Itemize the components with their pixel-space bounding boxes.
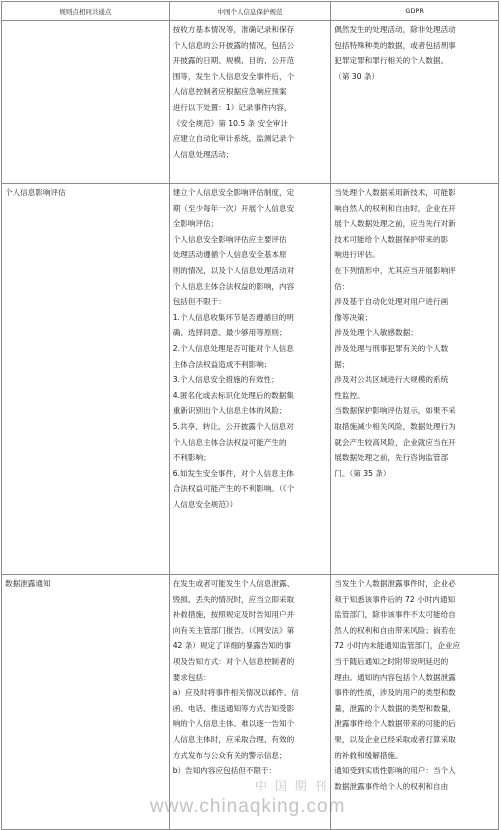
cell-text-line: 重新识别出个人信息主体的风险；	[172, 406, 287, 416]
cell-text-line: 响自然人的权利和自由时，企业在开	[334, 203, 456, 213]
cell-text-line: 围等，发生个人信息安全事件后，个	[172, 71, 295, 81]
cell-text-line: 门。（第 35 条）	[334, 468, 391, 478]
cell-text-line: 涉及处理个人敏感数据；	[334, 328, 418, 338]
cell-text-line: 据；	[334, 359, 350, 369]
cell-text-line: 应建立自动化审计系统，监测记录个	[172, 134, 295, 144]
cell-text-line: a）应及时将事件相关情况以邮件、信	[172, 688, 299, 698]
watermark: www.chinaqking.com	[150, 796, 346, 817]
cell-text-line: 理由。通知的内容包括个人数据泄露	[334, 672, 456, 682]
cell-text-line: 量，泄露的个人数据的类型和数量，	[334, 703, 456, 713]
cell-text-line: 就会产生较高风险，企业就应当在开	[334, 437, 456, 447]
china-spec-cell	[169, 21, 331, 184]
cell-text-line: 展个人数据处理之前，应当先行对新	[334, 219, 456, 229]
cell-text-line: 1.个人信息收集环节是否遵循目的明	[172, 312, 294, 322]
cell-text-line: 的补救和缓解措施。	[334, 750, 403, 760]
cell-text-line: 技术可能给个人数据保护带来的影	[334, 234, 449, 244]
watermark-cn: 中 国 期 刊	[255, 779, 329, 793]
cell-text-line: 人信息主体时，应采取合理、有效的	[172, 734, 295, 744]
cell-text-line: 个人信息主体合法权益可能产生的	[172, 437, 287, 447]
cell-text-line: 包括特殊种类的数据，或者包括刑事	[334, 40, 456, 50]
cell-text-line: 当于随后通知之时附带说明延迟的	[334, 656, 449, 666]
cell-text-line: 偶然发生的处理活动，除非处理活动	[334, 25, 456, 34]
cell-text-line: 人信息安全规范》）	[172, 499, 238, 509]
gdpr-cell	[331, 21, 499, 184]
row-impact-assessment	[2, 184, 499, 575]
cell-text-line: 响进行评估。	[334, 250, 380, 260]
cell-text-line: 进行以下处置：1）记录事件内容，	[172, 102, 292, 112]
cell-text-line: 包括但不限于：	[172, 297, 226, 307]
cell-text-line: 事件的性质，涉及的用户的类型和数	[334, 688, 456, 698]
cell-text-line: 涉及基于自动化处理对用户进行画	[334, 297, 449, 307]
cell-text-line: 展数据处理之前，先行咨询监管部	[334, 453, 449, 463]
cell-text-line: 个人信息的公开披露的情况，包括公	[172, 40, 295, 50]
cell-text-line: 42 条）规定了详细的暴露告知的事	[172, 641, 292, 651]
cell-text-line: 响的个人信息主体。难以逐一告知个	[172, 719, 295, 729]
topic-label: 个人信息影响评估	[5, 188, 66, 197]
cell-text-line: 监管部门，除非该事件不太可能给自	[334, 610, 456, 620]
cell-text-line: 期（至少每年一次）开展个人信息安	[172, 203, 295, 213]
comparison-table	[1, 1, 499, 830]
cell-text-line: 5.共享、转让、公开披露个人信息对	[172, 421, 294, 431]
cell-text-line: 处理活动遵循个人信息安全基本原	[172, 250, 287, 260]
cell-text-line: 在发生或者可能发生个人信息泄露、	[172, 579, 295, 588]
cell-text-line: （第 30 条）	[334, 71, 380, 81]
cell-text-line: 然人的权利和自由带来风险；倘若在	[334, 625, 456, 635]
header-topic: 规则点相同共通点	[2, 2, 170, 21]
cell-text-line: 通知受到实质性影响的用户：当个人	[334, 766, 456, 776]
cell-text-line: 向有关主管部门报告。（《网安法》第	[172, 625, 295, 635]
header-china-spec: 中国个人信息保护规范	[169, 2, 331, 21]
row-breach-notification	[2, 575, 499, 830]
topic-cell	[2, 575, 170, 830]
cell-text-line: 合法权益可能产生的不利影响。（《个	[172, 484, 295, 494]
cell-text-line: 要求包括：	[172, 672, 211, 682]
row-continued	[2, 21, 499, 184]
topic-label: 数据泄露通知	[5, 579, 51, 588]
cell-text-line: 主体合法权益造成不利影响；	[172, 359, 272, 369]
cell-text-line: 涉及对公共区域进行大规模的系统	[334, 375, 449, 385]
header-row	[2, 2, 499, 21]
cell-text-line: 人信息控制者应根据应急响应预案	[172, 87, 287, 97]
cell-text-line: 函、电话、推送通知等方式告知受影	[172, 703, 295, 713]
cell-text-line: 项及告知方式：对个人信息控制者的	[172, 656, 295, 666]
cell-text-line: 犯罪定罪和罪行相关的个人数据。	[334, 56, 449, 66]
cell-text-line: 开披露的日期、规模、目的、公开范	[172, 56, 295, 66]
cell-text-line: 当发生个人数据泄露事件时，企业必	[334, 579, 456, 588]
cell-text-line: 估：	[334, 281, 350, 291]
cell-text-line: 涉及处理与刑事犯罪有关的个人数	[334, 343, 449, 353]
cell-text-line: 当数据保护影响评估显示，如果不采	[334, 406, 456, 416]
cell-text-line: 方式发布与公众有关的警示信息；	[172, 750, 287, 760]
gdpr-cell	[331, 184, 499, 575]
cell-text-line: 全影响评估；	[172, 219, 219, 229]
topic-cell	[2, 184, 170, 575]
cell-text-line: 数据泄露事件给个人的权利和自由	[334, 781, 449, 791]
cell-text-line: 不利影响；	[172, 453, 211, 463]
topic-cell	[2, 21, 170, 184]
cell-text-line: 像等决策；	[334, 312, 373, 322]
cell-text-line: 人信息处理活动；	[172, 149, 234, 159]
cell-text-line: 6.如发生安全事件，对个人信息主体	[172, 468, 294, 478]
cell-text-line: 泄露事件给个人数据带来的可能的后	[334, 719, 456, 729]
gdpr-cell	[331, 575, 499, 830]
cell-text-line: 个人信息安全影响评估应主要评估	[172, 234, 287, 244]
cell-text-line: 果，以及企业已经采取或者打算采取	[334, 734, 456, 744]
cell-text-line: 2.个人信息处理是否可能对个人信息	[172, 343, 294, 353]
china-spec-cell	[169, 184, 331, 575]
cell-text-line: 按收方基本情况等，准确记录和保存	[172, 25, 295, 34]
cell-text-line: 建立个人信息安全影响评估制度，定	[172, 188, 295, 197]
cell-text-line: 《安全规范》第 10.5 条 安全审计	[172, 118, 288, 128]
cell-text-line: 性监控。	[334, 390, 365, 400]
cell-text-line: 确、选择同意、最少够用等原则；	[172, 328, 287, 338]
cell-text-line: 当处理个人数据采用新技术，可能影	[334, 188, 456, 197]
header-gdpr: GDPR	[331, 2, 499, 21]
cell-text-line: 取措施减少相关风险，数据处理行为	[334, 421, 456, 431]
cell-text-line: 毁损、丢失的情况时，应当立即采取	[172, 594, 295, 604]
cell-text-line: 个人信息主体合法权益的影响，内容	[172, 281, 295, 291]
cell-text-line: 须于知悉该事件后的 72 小时内通知	[334, 594, 456, 604]
cell-text-line: 在下列情形中，尤其应当开展影响评	[334, 265, 456, 275]
cell-text-line: b）告知内容应包括但不限于：	[172, 766, 277, 776]
cell-text-line: 则的情况，以及个人信息处理活动对	[172, 265, 295, 275]
cell-text-line: 3.个人信息安全措施的有效性；	[172, 375, 279, 385]
cell-text-line: 补救措施，按照规定及时告知用户并	[172, 610, 295, 620]
cell-text-line: 4.匿名化或去标识化处理后的数据集	[172, 390, 294, 400]
cell-text-line: 72 小时内未能通知监管部门，企业应	[334, 641, 461, 651]
